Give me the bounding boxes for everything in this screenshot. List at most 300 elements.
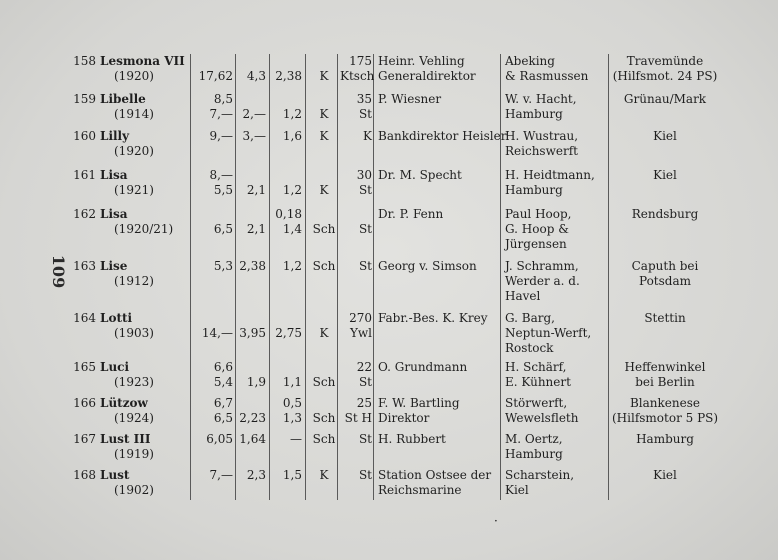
length-cell [193, 207, 233, 237]
entry-number: 165 [73, 360, 96, 374]
home-port-cell [612, 396, 718, 426]
owner-cell-line: Dr. P. Fenn [378, 207, 444, 221]
owner-cell-line [378, 183, 462, 198]
home-port-cell-line [612, 107, 718, 122]
column-rule-6 [373, 54, 374, 500]
material-cell-line: St [358, 432, 372, 446]
beam-cell [236, 396, 266, 426]
draft-cell [272, 311, 302, 341]
beam-cell-line: 1,9 [246, 375, 266, 389]
owner-cell [378, 129, 506, 159]
column-rule-4 [305, 54, 306, 500]
length-cell-line [193, 311, 233, 326]
rig-cell-line [309, 396, 339, 411]
length-cell-line: 14,— [201, 326, 233, 340]
material-cell-line: 35 [356, 92, 372, 106]
length-cell-line: 5,5 [213, 183, 233, 197]
material-cell [340, 129, 372, 159]
material-cell [340, 396, 372, 426]
entry-number: 164 [73, 311, 96, 325]
rig-cell [309, 311, 339, 341]
beam-cell [236, 432, 266, 462]
owner-cell [378, 396, 460, 426]
draft-cell-line: 1,4 [282, 222, 302, 236]
material-cell [340, 432, 372, 462]
entry-number: 163 [73, 259, 96, 273]
material-cell-line: 270 [349, 311, 372, 325]
material-cell [340, 92, 372, 122]
length-cell-line: 6,6 [213, 360, 233, 374]
home-port-cell [612, 311, 718, 341]
yacht-name: Lilly [100, 129, 130, 143]
length-cell-line: 6,05 [206, 432, 233, 446]
builder-cell [505, 207, 571, 252]
draft-cell [272, 129, 302, 159]
rig-cell-line: K [319, 69, 329, 83]
builder-cell-line: Reichswerft [505, 144, 578, 158]
length-cell-line [193, 144, 233, 159]
material-cell-line: St H [344, 411, 372, 425]
length-cell [193, 360, 233, 390]
home-port-cell [612, 360, 718, 390]
owner-cell-line: H. Rubbert [378, 432, 446, 446]
material-cell-line: St [358, 183, 372, 197]
owner-cell-line: P. Wiesner [378, 92, 442, 106]
draft-cell-line: 0,18 [275, 207, 302, 221]
build-year: (1924) [114, 411, 154, 425]
length-cell-line [193, 274, 233, 289]
draft-cell-line [272, 144, 302, 159]
material-cell-line [340, 274, 372, 289]
draft-cell [272, 54, 302, 84]
length-cell-line: 5,3 [213, 259, 233, 273]
build-year: (1920) [114, 69, 154, 83]
beam-cell-line [236, 92, 266, 107]
owner-cell-line [378, 274, 477, 289]
owner-cell-line: Georg v. Simson [378, 259, 477, 273]
entry-number: 158 [73, 54, 96, 68]
beam-cell-line: 3,— [242, 129, 266, 143]
owner-cell-line: Direktor [378, 411, 430, 425]
yacht-name: Luci [100, 360, 130, 374]
home-port-cell-line [612, 447, 718, 462]
yacht-name: Lützow [100, 396, 148, 410]
draft-cell-line [272, 360, 302, 375]
draft-cell-line [272, 311, 302, 326]
length-cell-line: 7,— [209, 107, 233, 121]
rig-cell-line: Sch [312, 375, 336, 389]
rig-cell [309, 92, 339, 122]
home-port-cell-line: Heffenwinkel [624, 360, 706, 374]
material-cell-line: 175 [349, 54, 372, 68]
home-port-cell-line [612, 222, 718, 237]
home-port-cell-line [612, 144, 718, 159]
build-year: (1921) [114, 183, 154, 197]
length-cell [193, 129, 233, 159]
builder-cell [505, 259, 580, 304]
beam-cell-line: 1,64 [239, 432, 266, 446]
builder-cell-line: E. Kühnert [505, 375, 571, 389]
rig-cell-line: K [319, 107, 329, 121]
draft-cell-line [272, 483, 302, 498]
material-cell-line: 25 [356, 396, 372, 410]
length-cell-line [193, 207, 233, 222]
material-cell-line: 30 [356, 168, 372, 182]
owner-cell [378, 468, 491, 498]
rig-cell [309, 396, 339, 426]
builder-cell-line: W. v. Hacht, [505, 92, 577, 106]
material-cell-line: St [358, 222, 372, 236]
builder-cell-line: Wewelsfleth [505, 411, 579, 425]
draft-cell [272, 468, 302, 498]
draft-cell-line [272, 168, 302, 183]
builder-cell-line: Kiel [505, 483, 529, 497]
length-cell-line: 17,62 [198, 69, 233, 83]
draft-cell-line [272, 54, 302, 69]
rig-cell-line [309, 360, 339, 375]
material-cell-line [340, 483, 372, 498]
builder-cell-line: G. Barg, [505, 311, 555, 325]
rig-cell [309, 207, 339, 237]
draft-cell-line: 1,6 [282, 129, 302, 143]
owner-cell [378, 259, 477, 289]
owner-cell-line: Bankdirektor Heisler [378, 129, 507, 143]
builder-cell-line: Paul Hoop, [505, 207, 572, 221]
beam-cell-line: 4,3 [246, 69, 266, 83]
rig-cell [309, 432, 339, 462]
draft-cell [272, 432, 302, 462]
owner-cell-line: Reichsmarine [378, 483, 462, 497]
owner-cell [378, 207, 443, 237]
builder-cell [505, 129, 578, 159]
owner-cell [378, 311, 488, 341]
owner-cell-line [378, 326, 488, 341]
beam-cell-line: 2,38 [239, 259, 266, 273]
draft-cell-line: 2,38 [275, 69, 302, 83]
beam-cell-line [236, 274, 266, 289]
material-cell-line [340, 207, 372, 222]
material-cell-line: St [358, 259, 372, 273]
length-cell-line: 7,— [209, 468, 233, 482]
rig-cell [309, 259, 339, 289]
column-rule-7 [500, 54, 501, 500]
builder-cell-line: & Rasmussen [505, 69, 589, 83]
builder-cell [505, 432, 563, 462]
home-port-cell-line: Kiel [653, 129, 677, 143]
rig-cell-line [309, 92, 339, 107]
beam-cell-line: 3,95 [239, 326, 266, 340]
home-port-cell-line [612, 183, 718, 198]
home-port-cell-line: (Hilfsmot. 24 PS) [612, 69, 718, 83]
home-port-cell-line: Hamburg [636, 432, 694, 446]
rig-cell [309, 360, 339, 390]
draft-cell-line: — [290, 432, 302, 446]
beam-cell-line [236, 168, 266, 183]
rig-cell-line [309, 144, 339, 159]
owner-cell-line: Station Ostsee der [378, 468, 492, 482]
length-cell-line: 8,5 [213, 92, 233, 106]
entry-number: 167 [73, 432, 96, 446]
material-cell [340, 168, 372, 198]
length-cell [193, 54, 233, 84]
entry-number: 162 [73, 207, 96, 221]
ornament-dot: · [494, 514, 498, 528]
rig-cell-line: K [319, 183, 329, 197]
home-port-cell [612, 468, 718, 498]
rig-cell [309, 168, 339, 198]
page-number: 109 [49, 254, 69, 289]
home-port-cell [612, 432, 718, 462]
build-year: (1919) [114, 447, 154, 461]
length-cell-line [193, 54, 233, 69]
draft-cell [272, 259, 302, 289]
home-port-cell-line: Grünau/Mark [623, 92, 707, 106]
rig-cell-line: K [319, 468, 329, 482]
beam-cell-line [236, 360, 266, 375]
home-port-cell [612, 129, 718, 159]
build-year: (1903) [114, 326, 154, 340]
length-cell-line [193, 483, 233, 498]
draft-cell-line: 1,2 [282, 107, 302, 121]
beam-cell-line [236, 54, 266, 69]
draft-cell [272, 168, 302, 198]
owner-cell [378, 432, 446, 462]
length-cell [193, 468, 233, 498]
material-cell-line [340, 144, 372, 159]
owner-cell-line [378, 447, 446, 462]
length-cell-line [193, 447, 233, 462]
material-cell-line: Ywl [349, 326, 372, 340]
beam-cell-line [236, 144, 266, 159]
home-port-cell [612, 168, 718, 198]
length-cell [193, 432, 233, 462]
beam-cell-line [236, 483, 266, 498]
column-rule-8 [608, 54, 609, 500]
home-port-cell-line: Stettin [644, 311, 686, 325]
material-cell-line: 22 [356, 360, 372, 374]
entry-number: 168 [73, 468, 96, 482]
home-port-cell [612, 54, 718, 84]
length-cell [193, 311, 233, 341]
draft-cell-line: 0,5 [282, 396, 302, 410]
entry-number: 159 [73, 92, 96, 106]
builder-cell-line: Havel [505, 289, 541, 303]
owner-cell [378, 92, 441, 122]
beam-cell [236, 168, 266, 198]
length-cell-line: 6,5 [213, 411, 233, 425]
beam-cell [236, 468, 266, 498]
owner-cell-line: F. W. Bartling [378, 396, 460, 410]
owner-cell-line: Dr. M. Specht [378, 168, 462, 182]
beam-cell [236, 207, 266, 237]
builder-cell-line: H. Schärf, [505, 360, 567, 374]
yacht-name: Lotti [100, 311, 133, 325]
yacht-name: Lisa [100, 207, 128, 221]
home-port-cell-line: Kiel [653, 168, 677, 182]
draft-cell-line: 2,75 [275, 326, 302, 340]
rig-cell-line: Sch [312, 222, 336, 236]
yacht-name: Lust III [100, 432, 151, 446]
build-year: (1912) [114, 274, 154, 288]
yacht-name: Libelle [100, 92, 146, 106]
home-port-cell-line: Blankenese [629, 396, 700, 410]
rig-cell-line [309, 54, 339, 69]
draft-cell-line: 1,3 [282, 411, 302, 425]
length-cell-line: 9,— [209, 129, 233, 143]
builder-cell [505, 92, 577, 122]
material-cell-line: Ktsch [340, 69, 375, 83]
home-port-cell-line [612, 483, 718, 498]
rig-cell-line: K [319, 129, 329, 143]
builder-cell-line: H. Wustrau, [505, 129, 579, 143]
rig-cell-line [309, 207, 339, 222]
material-cell [340, 207, 372, 237]
rig-cell [309, 54, 339, 84]
owner-cell-line [378, 375, 467, 390]
build-year: (1914) [114, 107, 154, 121]
build-year: (1923) [114, 375, 154, 389]
beam-cell [236, 129, 266, 159]
material-cell [340, 259, 372, 289]
owner-cell [378, 54, 476, 84]
material-cell-line [340, 447, 372, 462]
draft-cell-line: 1,2 [282, 259, 302, 273]
beam-cell [236, 259, 266, 289]
beam-cell [236, 54, 266, 84]
column-rule-1 [190, 54, 191, 500]
entry-number: 161 [73, 168, 96, 182]
build-year: (1920) [114, 144, 154, 158]
beam-cell-line [236, 396, 266, 411]
draft-cell [272, 92, 302, 122]
rig-cell-line [309, 274, 339, 289]
length-cell-line: 5,4 [213, 375, 233, 389]
owner-cell-line [378, 222, 443, 237]
owner-cell [378, 168, 462, 198]
owner-cell-line: Fabr.-Bes. K. Krey [378, 311, 488, 325]
home-port-cell-line: bei Berlin [635, 375, 695, 389]
builder-cell [505, 311, 591, 356]
builder-cell-line: Neptun-Werft, [505, 326, 592, 340]
rig-cell-line [309, 168, 339, 183]
material-cell-line: St [358, 107, 372, 121]
home-port-cell-line: Caputh bei [631, 259, 699, 273]
home-port-cell-line [612, 326, 718, 341]
builder-cell-line: Störwerft, [505, 396, 568, 410]
length-cell-line: 6,5 [213, 222, 233, 236]
rig-cell-line [309, 311, 339, 326]
yacht-name: Lust [100, 468, 130, 482]
home-port-cell-line: Rendsburg [631, 207, 699, 221]
owner-cell-line [378, 144, 506, 159]
draft-cell-line [272, 92, 302, 107]
rig-cell [309, 129, 339, 159]
builder-cell [505, 168, 595, 198]
draft-cell [272, 207, 302, 237]
material-cell-line: St [358, 375, 372, 389]
beam-cell-line [236, 207, 266, 222]
yacht-name: Lesmona VII [100, 54, 185, 68]
length-cell [193, 396, 233, 426]
build-year: (1920/21) [114, 222, 174, 236]
rig-cell [309, 468, 339, 498]
rig-cell-line [309, 483, 339, 498]
material-cell [340, 360, 372, 390]
builder-cell [505, 54, 588, 84]
owner-cell-line: Heinr. Vehling [378, 54, 465, 68]
builder-cell-line: H. Heidtmann, [505, 168, 595, 182]
draft-cell-line: 1,1 [282, 375, 302, 389]
beam-cell-line: 2,— [242, 107, 266, 121]
length-cell-line: 8,— [209, 168, 233, 182]
builder-cell [505, 360, 571, 390]
column-rule-3 [269, 54, 270, 500]
builder-cell-line: Scharstein, [505, 468, 575, 482]
rig-cell-line: Sch [312, 259, 336, 273]
beam-cell [236, 360, 266, 390]
builder-cell-line: G. Hoop & [505, 222, 569, 236]
draft-cell [272, 396, 302, 426]
builder-cell-line: Jürgensen [505, 237, 567, 251]
material-cell-line: St [358, 468, 372, 482]
entry-number: 160 [73, 129, 96, 143]
home-port-cell-line: Travemünde [626, 54, 704, 68]
beam-cell-line: 2,1 [246, 222, 266, 236]
rig-cell-line: Sch [312, 432, 336, 446]
length-cell-line: 6,7 [213, 396, 233, 410]
material-cell [340, 311, 372, 341]
draft-cell-line: 1,5 [282, 468, 302, 482]
material-cell-line: K [363, 129, 372, 143]
beam-cell-line: 2,1 [246, 183, 266, 197]
draft-cell [272, 360, 302, 390]
draft-cell-line [272, 274, 302, 289]
beam-cell-line [236, 311, 266, 326]
material-cell [340, 54, 375, 84]
owner-cell-line: Generaldirektor [378, 69, 476, 83]
rig-cell-line: Sch [312, 411, 336, 425]
builder-cell-line: Hamburg [505, 107, 563, 121]
build-year: (1902) [114, 483, 154, 497]
length-cell [193, 168, 233, 198]
builder-cell-line: J. Schramm, [505, 259, 579, 273]
builder-cell [505, 468, 574, 498]
owner-cell-line [378, 107, 441, 122]
owner-cell-line: O. Grundmann [378, 360, 468, 374]
draft-cell-line: 1,2 [282, 183, 302, 197]
builder-cell [505, 396, 578, 426]
builder-cell-line: M. Oertz, [505, 432, 563, 446]
builder-cell-line: Werder a. d. [505, 274, 580, 288]
builder-cell-line: Hamburg [505, 447, 563, 461]
home-port-cell [612, 207, 718, 237]
owner-cell [378, 360, 467, 390]
beam-cell [236, 92, 266, 122]
beam-cell-line [236, 447, 266, 462]
home-port-cell-line: (Hilfsmotor 5 PS) [612, 411, 719, 425]
home-port-cell [612, 259, 718, 289]
yacht-name: Lisa [100, 168, 128, 182]
rig-cell-line: K [319, 326, 329, 340]
length-cell [193, 259, 233, 289]
rig-cell-line [309, 447, 339, 462]
yacht-name: Lise [100, 259, 128, 273]
builder-cell-line: Rostock [505, 341, 554, 355]
beam-cell-line: 2,3 [246, 468, 266, 482]
home-port-cell [612, 92, 718, 122]
home-port-cell-line: Kiel [653, 468, 677, 482]
beam-cell-line: 2,23 [239, 411, 266, 425]
